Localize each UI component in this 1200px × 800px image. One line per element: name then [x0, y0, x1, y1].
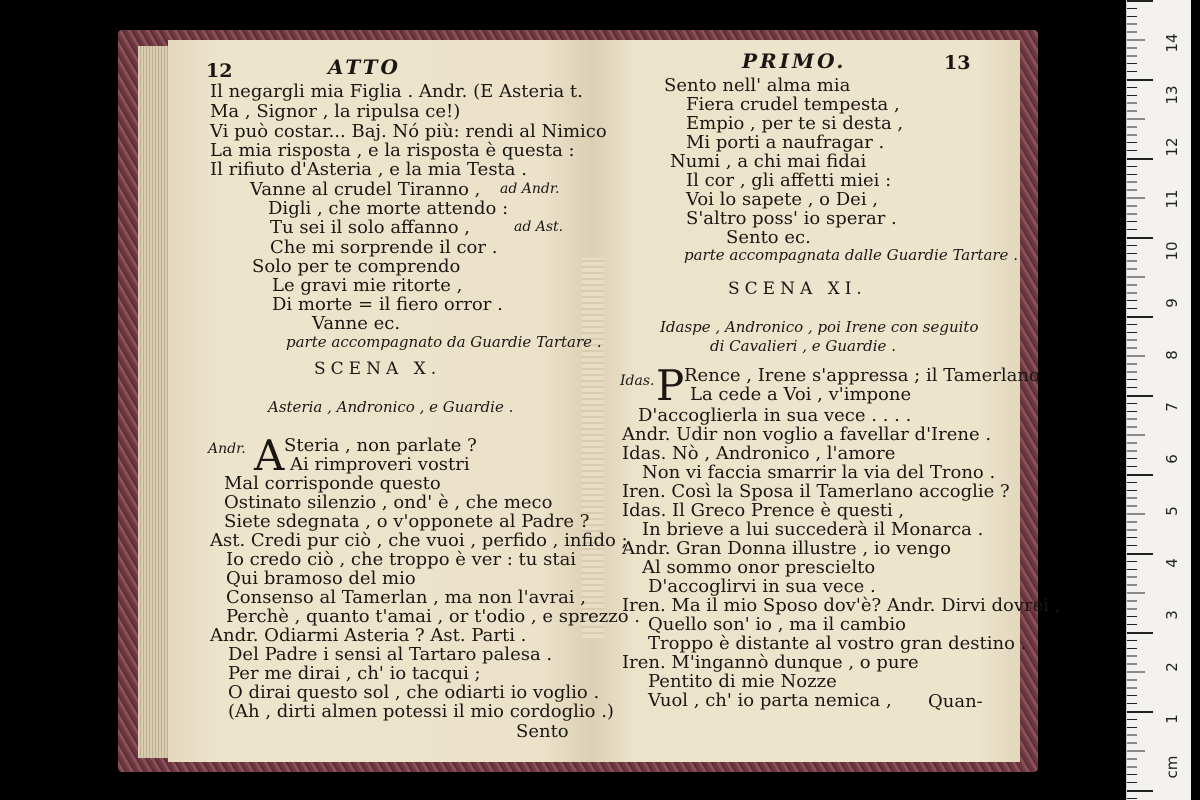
ruler-label: 6: [1163, 454, 1181, 464]
ruler-label: 2: [1163, 662, 1181, 672]
text-line: S'altro poss' io sperar .: [686, 208, 897, 229]
scene-heading: SCENA XI.: [728, 279, 867, 299]
text-line: Pentito di mie Nozze: [648, 671, 837, 692]
text-line: Andr. Udir non voglio a favellar d'Irene .: [622, 424, 992, 445]
text-line: Numi , a chi mai fidai: [670, 151, 867, 172]
left-running-head: ATTO: [328, 55, 401, 79]
ruler-label: 3: [1163, 610, 1181, 620]
text-line: Fiera crudel tempesta ,: [686, 94, 900, 115]
catchword: Sento: [516, 721, 569, 742]
drop-cap: A: [254, 431, 285, 480]
book-gutter: [582, 258, 604, 638]
text-line: (Ah , dirti almen potessi il mio cordoglio .): [228, 701, 614, 722]
text-line: Idas. Nò , Andronico , l'amore: [622, 443, 896, 464]
text-line: Mi porti a naufragar .: [686, 132, 885, 153]
text-line: Iren. Ma il mio Sposo dov'è? Andr. Dirvi dovrei ,: [622, 595, 1061, 616]
text-line: Perchè , quanto t'amai , or t'odio , e sprezzo .: [226, 606, 641, 627]
ruler-unit: cm: [1163, 755, 1181, 779]
text-line: Tu sei il solo affanno ,: [270, 217, 471, 238]
text-line: Steria , non parlate ?: [284, 435, 477, 456]
text-line: Mal corrisponde questo: [224, 473, 441, 494]
text-line: Rence , Irene s'appressa ; il Tamerlano: [684, 365, 1040, 386]
text-line: Del Padre i sensi al Tartaro palesa .: [228, 644, 553, 665]
character-list: Asteria , Andronico , e Guardie .: [268, 398, 514, 416]
ruler-label: 14: [1163, 33, 1181, 53]
ruler-label: 9: [1163, 298, 1181, 308]
text-line: La mia risposta , e la risposta è questa :: [210, 140, 575, 161]
ruler-ticks: [1127, 0, 1155, 800]
text-line: Il negargli mia Figlia . Andr. (E Asteria t.: [210, 81, 583, 102]
ruler-label: 1: [1163, 714, 1181, 724]
text-line: Le gravi mie ritorte ,: [272, 275, 463, 296]
ruler-label: 10: [1163, 241, 1181, 261]
scene-heading: SCENA X.: [314, 359, 442, 379]
text-line: Ostinato silenzio , ond' è , che meco: [224, 492, 553, 513]
text-line: Digli , che morte attendo :: [268, 198, 509, 219]
ruler-label: 7: [1163, 402, 1181, 412]
left-page-number: 12: [206, 60, 233, 82]
stage-direction: ad Andr.: [500, 181, 560, 197]
text-line: Il cor , gli affetti miei :: [686, 170, 892, 191]
text-line: La cede a Voi , v'impone: [690, 384, 912, 405]
text-line: Andr. Gran Donna illustre , io vengo: [622, 538, 951, 559]
text-line: Vanne al crudel Tiranno ,: [250, 179, 481, 200]
speaker-label: Andr.: [208, 441, 246, 457]
text-line: Al sommo onor prescielto: [642, 557, 876, 578]
text-line: D'accoglierla in sua vece . . . .: [638, 405, 912, 426]
measurement-ruler: [1126, 0, 1191, 800]
text-line: Io credo ciò , che troppo è ver : tu stai: [226, 549, 577, 570]
text-line: Andr. Odiarmi Asteria ? Ast. Parti .: [210, 625, 527, 646]
right-page-number: 13: [944, 52, 971, 74]
text-line: Ai rimproveri vostri: [290, 454, 470, 475]
stage-direction: parte accompagnato da Guardie Tartare .: [286, 333, 602, 351]
text-line: Sento ec.: [726, 227, 811, 248]
ruler-label: 13: [1163, 85, 1181, 105]
text-line: Non vi faccia smarrir la via del Trono .: [642, 462, 996, 483]
text-line: Iren. Così la Sposa il Tamerlano accoglie ?: [622, 481, 1010, 502]
text-line: Iren. M'ingannò dunque , o pure: [622, 652, 919, 673]
text-line: Sento nell' alma mia: [664, 75, 851, 96]
ruler-label: 4: [1163, 558, 1181, 568]
catchword: Quan-: [928, 691, 983, 712]
ruler-label: 8: [1163, 350, 1181, 360]
text-line: Il rifiuto d'Asteria , e la mia Testa .: [210, 159, 527, 180]
text-line: O dirai questo sol , che odiarti io voglio .: [228, 682, 600, 703]
ruler-label: 12: [1163, 137, 1181, 157]
character-list: di Cavalieri , e Guardie .: [710, 337, 896, 355]
text-line: Vuol , ch' io parta nemica ,: [648, 690, 892, 711]
text-line: Che mi sorprende il cor .: [270, 237, 498, 258]
stage-direction: ad Ast.: [514, 219, 564, 235]
text-line: Siete sdegnata , o v'opponete al Padre ?: [224, 511, 590, 532]
ruler-label: 5: [1163, 506, 1181, 516]
text-line: Vanne ec.: [312, 313, 401, 334]
text-line: Solo per te comprendo: [252, 256, 461, 277]
text-line: Quello son' io , ma il cambio: [648, 614, 906, 635]
text-line: In brieve a lui succederà il Monarca .: [642, 519, 984, 540]
ruler-label: 11: [1163, 189, 1181, 209]
speaker-label: Idas.: [620, 373, 655, 389]
text-line: Vi può costar... Baj. Nó più: rendi al Nimico: [210, 121, 607, 142]
text-line: Ma , Signor , la ripulsa ce!): [210, 101, 461, 122]
text-line: Troppo è distante al vostro gran destino .: [648, 633, 1027, 654]
text-line: Consenso al Tamerlan , ma non l'avrai ,: [226, 587, 587, 608]
right-running-head: PRIMO.: [742, 49, 847, 73]
text-line: Qui bramoso del mio: [226, 568, 416, 589]
text-line: Voi lo sapete , o Dei ,: [686, 189, 879, 210]
stage-direction: parte accompagnata dalle Guardie Tartare .: [684, 246, 1018, 264]
text-line: Idas. Il Greco Prence è questi ,: [622, 500, 905, 521]
text-line: Per me dirai , ch' io tacqui ;: [228, 663, 481, 684]
text-line: Empio , per te si desta ,: [686, 113, 904, 134]
text-line: D'accoglirvi in sua vece .: [648, 576, 876, 597]
drop-cap: P: [656, 361, 685, 410]
character-list: Idaspe , Andronico , poi Irene con seguito: [660, 318, 979, 336]
text-line: Ast. Credi pur ciò , che vuoi , perfido , infido ;: [210, 530, 628, 551]
text-line: Di morte = il fiero orror .: [272, 294, 503, 315]
